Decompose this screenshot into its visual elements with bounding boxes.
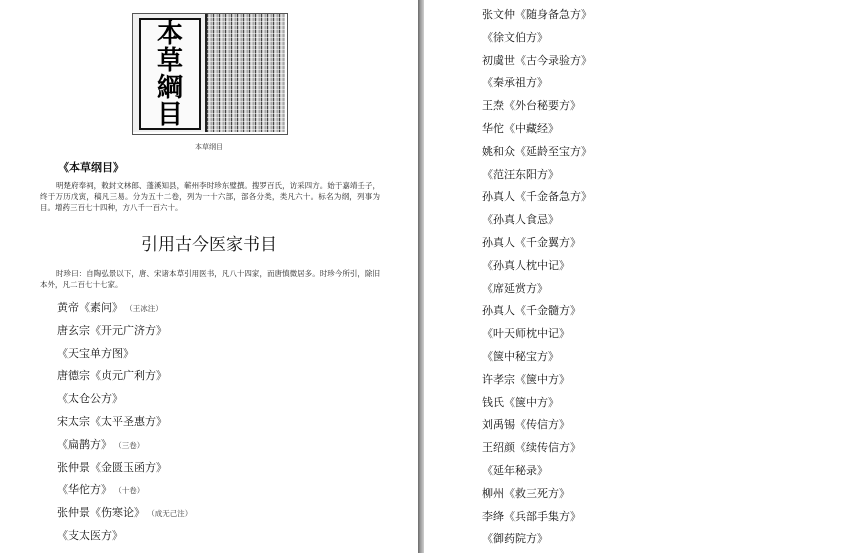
bibliography-list-right [482, 7, 592, 554]
section-title: 引用古今医家书目 [141, 235, 277, 255]
entry-text: 宋太宗《太平圣惠方》 [57, 414, 167, 428]
entry-text: 唐玄宗《开元广济方》 [57, 323, 167, 337]
left-page [0, 0, 418, 553]
cover-title-char: 目 [156, 99, 183, 130]
bibliography-entry: 孙真人《千金翼方》 [482, 235, 581, 249]
entry-text: 《扁鹊方》 [57, 437, 112, 451]
bibliography-entry: 《孙真人食忌》 [482, 213, 559, 227]
book-title: 《本草纲目》 [58, 161, 124, 174]
bibliography-entry [57, 300, 192, 323]
bibliography-entry: 《箧中秘宝方》 [482, 349, 559, 363]
bibliography-entry [57, 460, 192, 483]
intro-paragraph: 明楚府奉祠，敕封文林郎、蓬溪知县，蕲州李时珍东璧撰。搜罗百氏，访采四方。始于嘉靖壬子，终于万历戊寅，稿凡三易。分为五十二卷，列为一十六部，部各分类，类凡六十。标名为纲，列事为目。增药三百七十四种，方八千一百六十。 [40, 181, 380, 212]
bibliography-entry: 《延年秘录》 [482, 463, 548, 477]
bibliography-entry: 钱氏《箧中方》 [482, 395, 559, 409]
bibliography-entry: 姚和众《延龄至宝方》 [482, 144, 592, 158]
bibliography-entry [57, 482, 192, 505]
bibliography-entry: 《御药院方》 [482, 532, 548, 546]
section-paragraph: 时珍曰：自陶弘景以下，唐、宋诸本草引用医书，凡八十四家，而唐慎微居多。时珍今所引，除旧本外，凡二百七十七家。 [40, 269, 380, 289]
bibliography-entry: 《徐文伯方》 [482, 30, 548, 44]
bibliography-entry: 王焘《外台秘要方》 [482, 99, 581, 113]
entry-text: 《支太医方》 [57, 528, 123, 542]
entry-text: 黄帝《素问》 [57, 301, 123, 314]
entry-text: 《天宝单方图》 [57, 346, 134, 360]
bibliography-entry [57, 346, 192, 369]
entry-note: （王冰注） [129, 304, 163, 313]
bibliography-entry: 刘禹锡《传信方》 [482, 418, 570, 432]
bibliography-entry: 初虞世《古今录验方》 [482, 53, 592, 67]
cover-printed-text-area [207, 14, 285, 132]
cover-title-char: 綱 [156, 72, 183, 103]
bibliography-entry: 柳州《救三死方》 [482, 486, 570, 500]
bibliography-entry: 李绛《兵部手集方》 [482, 509, 581, 523]
bibliography-entry: 孙真人《千金髓方》 [482, 304, 581, 318]
bibliography-entry [57, 528, 192, 551]
bibliography-entry: 《孙真人枕中记》 [482, 258, 570, 272]
bibliography-list-left [57, 300, 192, 551]
bibliography-entry [57, 368, 192, 391]
cover-title-label [133, 14, 207, 132]
cover-image [132, 13, 288, 135]
bibliography-entry [57, 323, 192, 346]
bibliography-entry: 王绍颜《续传信方》 [482, 441, 581, 455]
cover-caption: 本草纲目 [195, 143, 223, 151]
entry-text: 张仲景《金匮玉函方》 [57, 460, 167, 474]
bibliography-entry: 许孝宗《箧中方》 [482, 372, 570, 386]
bibliography-entry: 《范汪东阳方》 [482, 167, 559, 181]
entry-text: 张仲景《伤寒论》 [57, 506, 145, 520]
cover-title-char: 本 [156, 18, 183, 49]
bibliography-entry: 华佗《中藏经》 [482, 121, 559, 135]
bibliography-entry [57, 437, 192, 460]
bibliography-entry [57, 414, 192, 437]
bibliography-entry: 《叶天师枕中记》 [482, 327, 570, 341]
bibliography-entry: 孙真人《千金备急方》 [482, 190, 592, 204]
entry-note: （三卷） [118, 440, 145, 450]
bibliography-entry: 《席延赏方》 [482, 281, 548, 295]
entry-note: （十卷） [118, 486, 145, 496]
entry-text: 《华佗方》 [57, 483, 112, 497]
entry-text: 《太仓公方》 [57, 392, 123, 406]
bibliography-entry: 《秦承祖方》 [482, 76, 548, 90]
bibliography-entry [57, 505, 192, 528]
entry-text: 唐德宗《贞元广利方》 [57, 369, 167, 383]
bibliography-entry [57, 391, 192, 414]
entry-note: （成无己注） [151, 509, 193, 519]
bibliography-entry: 张文仲《随身备急方》 [482, 8, 592, 21]
cover-title-char: 草 [156, 45, 183, 76]
